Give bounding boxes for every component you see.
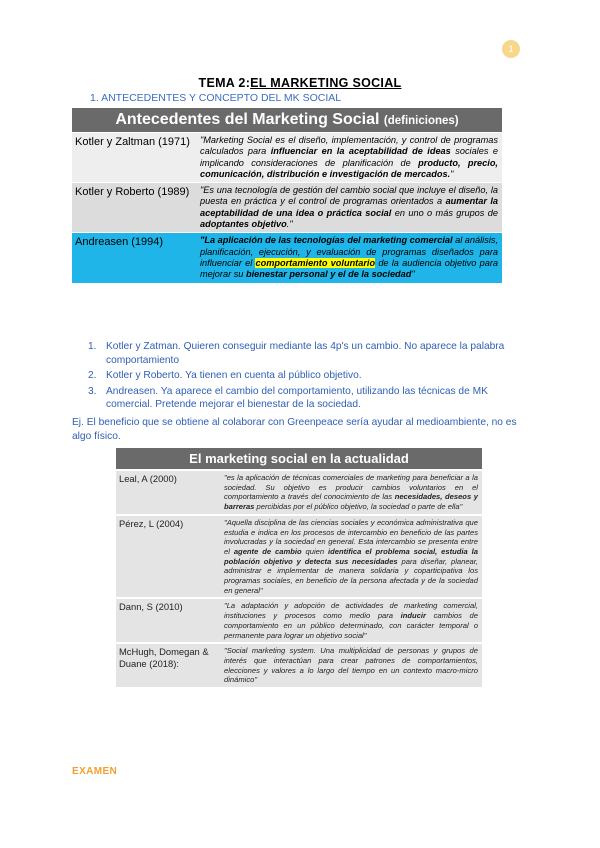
definitions-table xyxy=(72,108,502,283)
current-marketing-table xyxy=(116,448,482,687)
text-run: "es la aplicación de técnicas comerciales de marketing para beneficiar a la sociedad. Su objetivo es producir cambios voluntarios en el comportamiento a través del conocimiento de las xyxy=(224,473,478,502)
text-run: para diseñar, planear, administrar e implementar de manera solidaria y coparticipativa los programas sociales, en beneficio de la persona afectada y de la sociedad en general" xyxy=(224,556,478,595)
text-run: en uno o más grupos de xyxy=(391,207,498,218)
text-run: inducir xyxy=(400,611,426,621)
example-paragraph: Ej. El beneficio que se obtiene al colaborar con Greenpeace sería ayudar al medioambiente, no es algo físico. xyxy=(72,417,517,442)
text-run: " xyxy=(450,168,454,179)
exam-label: EXAMEN xyxy=(72,766,118,777)
list-number: 2. xyxy=(88,370,97,381)
text-run: agente de cambio xyxy=(233,546,302,556)
author-cell: Pérez, L (2004) xyxy=(119,517,184,529)
table-row xyxy=(116,597,482,642)
text-run: " xyxy=(411,269,415,280)
text-run: "Aquella disciplina de las ciencias sociales y económica administrativa que estudia e indica en los procesos de intercambio en beneficio de las partes involucradas y la sociedad en general. Esta intercambio se presenta entre el xyxy=(224,517,478,556)
table-row xyxy=(72,182,502,232)
table-row xyxy=(72,132,502,182)
page-title xyxy=(0,76,600,90)
text-run: "La adaptación y adopción de actividades de marketing comercial, instituciones y procesos como medio para xyxy=(224,601,478,621)
title-main: EL MARKETING SOCIAL xyxy=(250,76,402,90)
text-run: bienestar personal y el de la sociedad xyxy=(245,269,412,280)
author-cell: Kotler y Zaltman (1971) xyxy=(75,136,190,148)
text-run: "La aplicación de las tecnologías del marketing comercial xyxy=(200,235,453,246)
definition-cell xyxy=(196,233,502,282)
definitions-table-header xyxy=(72,108,502,132)
text-run: aumentar la aceptabilidad de una idea o práctica social xyxy=(200,196,498,218)
text-run: percibidas por el público objetivo, la sociedad o parte de ella" xyxy=(254,502,463,512)
author-cell: Andreasen (1994) xyxy=(75,236,164,249)
table-row xyxy=(116,514,482,598)
text-run: comportamiento voluntario xyxy=(255,257,376,268)
table-row xyxy=(116,469,482,514)
text-run: al análisis, planificación, ejecución, y evaluación de programas diseñados para influenciar el xyxy=(200,235,499,268)
author-cell: Dann, S (2010) xyxy=(119,601,183,613)
definition-cell xyxy=(220,599,482,642)
text-run: "Social marketing system. Una multiplicidad de personas y grupos de interés que interactúan para crear patrones de comportamientos, elecciones y valores a lo largo del tiempo en un contexto macro-micro dinámico" xyxy=(224,646,478,685)
list-item xyxy=(88,385,508,412)
definitions-table-subtitle: (definiciones) xyxy=(383,115,459,127)
text-run: adoptantes objetivo xyxy=(200,219,287,230)
text-run: necesidades, deseos y barreras xyxy=(224,492,479,512)
definition-cell xyxy=(196,133,502,182)
list-item xyxy=(88,340,508,367)
text-run: cambios de comportamiento en un público determinado, con carácter temporal o permanente para lograr un objetivo social" xyxy=(224,611,478,640)
author-cell: Leal, A (2000) xyxy=(119,473,177,484)
text-run: "Es una tecnología de gestión del cambio social que incluye el diseño, la puesta en práctica y el control de programas orientados a xyxy=(200,185,498,207)
current-marketing-table-header: El marketing social en la actualidad xyxy=(116,448,482,469)
table-row xyxy=(72,232,502,282)
text-run: identifica el problema social, estudia la población objetivo y detecta sus necesidades xyxy=(224,546,478,566)
text-run: de la audiencia objetivo para mejorar su xyxy=(200,257,498,280)
list-number: 1. xyxy=(88,341,97,352)
definition-cell xyxy=(196,183,502,232)
list-text: Kotler y Roberto. Ya tienen en cuenta al público objetivo. xyxy=(106,370,362,381)
section-subheading: 1. ANTECEDENTES Y CONCEPTO DEL MK SOCIAL xyxy=(90,92,342,104)
text-run: ." xyxy=(286,219,293,230)
text-run: influenciar en la aceptabilidad de ideas xyxy=(270,146,451,157)
definition-cell xyxy=(220,471,482,514)
table-row xyxy=(116,642,482,687)
text-run: "Marketing Social es el diseño, implementación, y control de programas calculados para xyxy=(200,135,498,157)
text-run: sociales e implicando consideraciones de planificación de xyxy=(200,146,498,168)
definitions-table-title: Antecedentes del Marketing Social xyxy=(115,111,380,128)
author-cell: McHugh, Domegan & Duane (2018): xyxy=(119,646,209,670)
list-text: Andreasen. Ya aparece el cambio del comportamiento, utilizando las técnicas de MK comercial. Pretende mejorar el bienestar de la sociedad. xyxy=(106,385,488,410)
notes-list xyxy=(88,340,508,414)
list-number: 3. xyxy=(88,385,97,397)
definition-cell xyxy=(220,644,482,687)
page-number-badge: 1 xyxy=(502,40,520,58)
title-prefix: TEMA 2: xyxy=(198,76,251,90)
text-run: producto, precio, comunicación, distribución e investigación de mercados. xyxy=(200,157,498,179)
author-cell: Kotler y Roberto (1989) xyxy=(75,186,190,199)
list-item xyxy=(88,369,508,383)
list-text: Kotler y Zatman. Quieren conseguir mediante las 4p's un cambio. No aparece la palabra comportamiento xyxy=(106,341,505,366)
definition-cell xyxy=(220,516,482,598)
text-run: quien xyxy=(301,546,329,556)
